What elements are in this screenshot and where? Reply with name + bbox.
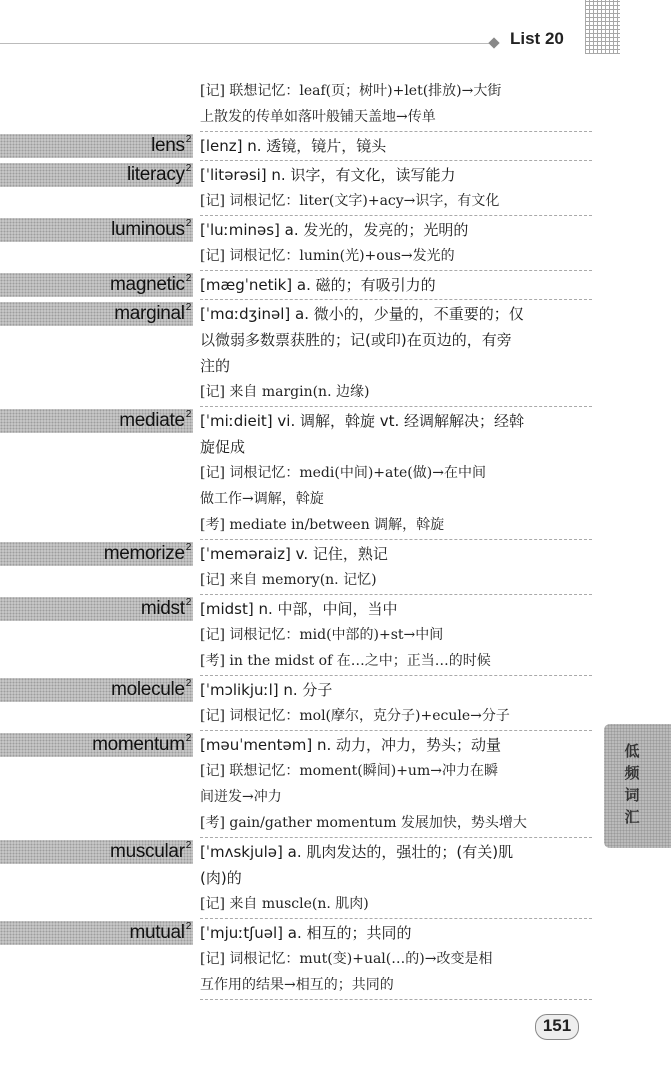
list-title: List 20	[510, 29, 564, 48]
frequency-mark: 2	[185, 301, 191, 313]
page-number: 151	[520, 1012, 594, 1040]
entry-separator	[200, 675, 592, 676]
entry-headline	[0, 677, 600, 703]
frequency-mark: 2	[185, 133, 191, 145]
entry-separator	[200, 918, 592, 919]
headword-tag	[0, 163, 193, 187]
frequency-mark: 2	[185, 596, 191, 608]
entry-luminous	[0, 217, 600, 271]
side-tab-label: 低频词汇	[624, 742, 640, 826]
headword	[111, 219, 191, 241]
headword	[104, 543, 191, 565]
definition-line: [ˈmjuːtʃuəl] a. 相互的；共同的	[200, 924, 412, 942]
headword-text: midst	[140, 598, 185, 619]
memory-note-line: 互作用的结果→相互的；共同的	[200, 977, 394, 993]
frequency-mark: 2	[185, 408, 191, 420]
headword-text: momentum	[92, 734, 185, 755]
entry-mutual	[0, 920, 600, 1000]
memory-note-line: 间迸发→冲力	[200, 789, 282, 805]
entry-headline	[0, 920, 600, 946]
entry-separator	[200, 131, 592, 132]
entry-separator	[200, 594, 592, 595]
headword-text: lens	[151, 135, 185, 156]
memory-note-line: [记] 词根记忆：mid(中部的)+st→中间	[200, 627, 444, 643]
headword	[110, 274, 191, 296]
definition-line: [ˈlitərəsi] n. 识字，有文化，读写能力	[200, 166, 456, 184]
definition-line: [mægˈnetik] a. 磁的；有吸引力的	[200, 276, 436, 294]
entry-memorize	[0, 541, 600, 595]
entry-muscular	[0, 839, 600, 919]
entry-headline	[0, 596, 600, 622]
definition-line: [ˈmeməraiz] v. 记住，熟记	[200, 545, 388, 563]
headword-text: marginal	[114, 303, 185, 324]
entry-separator	[200, 539, 592, 540]
headword-tag	[0, 273, 193, 297]
frequency-mark: 2	[185, 541, 191, 553]
entry-molecule	[0, 677, 600, 731]
entry-separator	[200, 160, 592, 161]
headword-tag	[0, 678, 193, 702]
side-tab-low-frequency[interactable]	[604, 724, 671, 848]
entry-separator	[200, 837, 592, 838]
definition-line: [məuˈmentəm] n. 动力，冲力，势头；动量	[200, 736, 502, 754]
memory-note-line: [考] gain/gather momentum 发展加快，势头增大	[200, 815, 527, 831]
entry-headline	[0, 301, 600, 327]
headword-tag	[0, 840, 193, 864]
entry-headline	[0, 162, 600, 188]
entry-headline	[0, 408, 600, 434]
headword	[114, 303, 191, 325]
entry-headline	[0, 732, 600, 758]
headword-tag	[0, 409, 193, 433]
memory-note-line: [记] 词根记忆：mut(变)+ual(…的)→改变是相	[200, 951, 493, 967]
headword-text: mutual	[129, 922, 185, 943]
frequency-mark: 2	[185, 920, 191, 932]
headword	[130, 922, 192, 944]
headword-text: muscular	[110, 841, 185, 862]
headword-tag	[0, 921, 193, 945]
entry-separator	[200, 215, 592, 216]
frequency-mark: 2	[185, 217, 191, 229]
entry-marginal	[0, 301, 600, 407]
memory-note-line: [记] 词根记忆：medi(中间)+ate(做)→在中间	[200, 465, 486, 481]
headword	[110, 841, 191, 863]
headword-tag	[0, 542, 193, 566]
headword	[111, 679, 191, 701]
definition-line: [ˈmɔlikjuːl] n. 分子	[200, 681, 333, 699]
entry-separator	[200, 270, 592, 271]
definition-line: 旋促成	[200, 438, 246, 456]
frequency-mark: 2	[185, 677, 191, 689]
header-rule	[0, 43, 497, 44]
headword-tag	[0, 302, 193, 326]
entry-headline	[0, 272, 600, 298]
definition-line: [ˈluːminəs] a. 发光的，发亮的；光明的	[200, 221, 469, 239]
entry-lens	[0, 133, 600, 161]
headword	[127, 164, 191, 186]
headword	[119, 410, 191, 432]
entry-magnetic	[0, 272, 600, 300]
frequency-mark: 2	[185, 272, 191, 284]
entry-separator	[200, 406, 592, 407]
headword-text: literacy	[126, 164, 185, 185]
entry-headline	[0, 839, 600, 865]
memory-note-line: [记] 词根记忆：mol(摩尔，克分子)+ecule→分子	[200, 708, 510, 724]
entry-mediate	[0, 408, 600, 540]
definition-line: [ˈmʌskjulə] a. 肌肉发达的，强壮的；(有关)肌	[200, 843, 514, 861]
memory-note-line: [记] 联想记忆：moment(瞬间)+um→冲力在瞬	[200, 763, 498, 779]
memory-note-line: 做工作→调解，斡旋	[200, 491, 324, 507]
intro-notes	[0, 78, 600, 130]
corner-grid-decoration	[585, 0, 620, 54]
headword	[92, 734, 191, 756]
memory-note-line: [记] 来自 memory(n. 记忆)	[200, 572, 377, 588]
memory-note-line: [记] 词根记忆：lumin(光)+ous→发光的	[200, 248, 455, 264]
entry-separator	[200, 730, 592, 731]
definition-line: [ˈmiːdieit] vi. 调解，斡旋 vt. 经调解解决；经斡	[200, 412, 525, 430]
headword-tag	[0, 597, 193, 621]
entry-headline	[0, 133, 600, 159]
definition-line: [lenz] n. 透镜，镜片，镜头	[200, 137, 387, 155]
headword-text: memorize	[103, 543, 185, 564]
entry-list	[0, 78, 600, 1001]
frequency-mark: 2	[185, 162, 191, 174]
header-rule-marker	[488, 37, 499, 48]
memory-note-line: [考] mediate in/between 调解，斡旋	[200, 517, 445, 533]
memory-note-line: [记] 来自 margin(n. 边缘)	[200, 384, 370, 400]
headword-tag	[0, 218, 193, 242]
headword-tag	[0, 733, 193, 757]
frequency-mark: 2	[185, 732, 191, 744]
headword-text: magnetic	[110, 274, 185, 295]
memory-note-line: [记] 词根记忆：liter(文字)+acy→识字，有文化	[200, 193, 500, 209]
memory-note-line: [考] in the midst of 在…之中；正当…的时候	[200, 653, 491, 669]
intro-note-line: [记] 联想记忆：leaf(页；树叶)+let(排放)→大街	[200, 83, 502, 99]
entry-momentum	[0, 732, 600, 838]
headword-text: mediate	[119, 410, 185, 431]
definition-line: [midst] n. 中部，中间，当中	[200, 600, 398, 618]
headword	[141, 598, 191, 620]
entry-midst	[0, 596, 600, 676]
definition-line: [ˈmɑːdʒinəl] a. 微小的，少量的，不重要的；仅	[200, 305, 524, 323]
headword	[151, 135, 191, 157]
entry-separator	[200, 299, 592, 300]
entry-separator	[200, 999, 592, 1000]
headword-text: molecule	[111, 679, 185, 700]
frequency-mark: 2	[185, 839, 191, 851]
headword-text: luminous	[111, 219, 185, 240]
headword-tag	[0, 134, 193, 158]
entry-literacy	[0, 162, 600, 216]
definition-line: 以微弱多数票获胜的；记(或印)在页边的，有旁	[200, 331, 512, 349]
entry-headline	[0, 541, 600, 567]
definition-line: (肉)的	[200, 869, 242, 887]
definition-line: 注的	[200, 357, 231, 375]
intro-note-line: 上散发的传单如落叶般铺天盖地→传单	[200, 109, 436, 125]
memory-note-line: [记] 来自 muscle(n. 肌肉)	[200, 896, 369, 912]
entry-headline	[0, 217, 600, 243]
